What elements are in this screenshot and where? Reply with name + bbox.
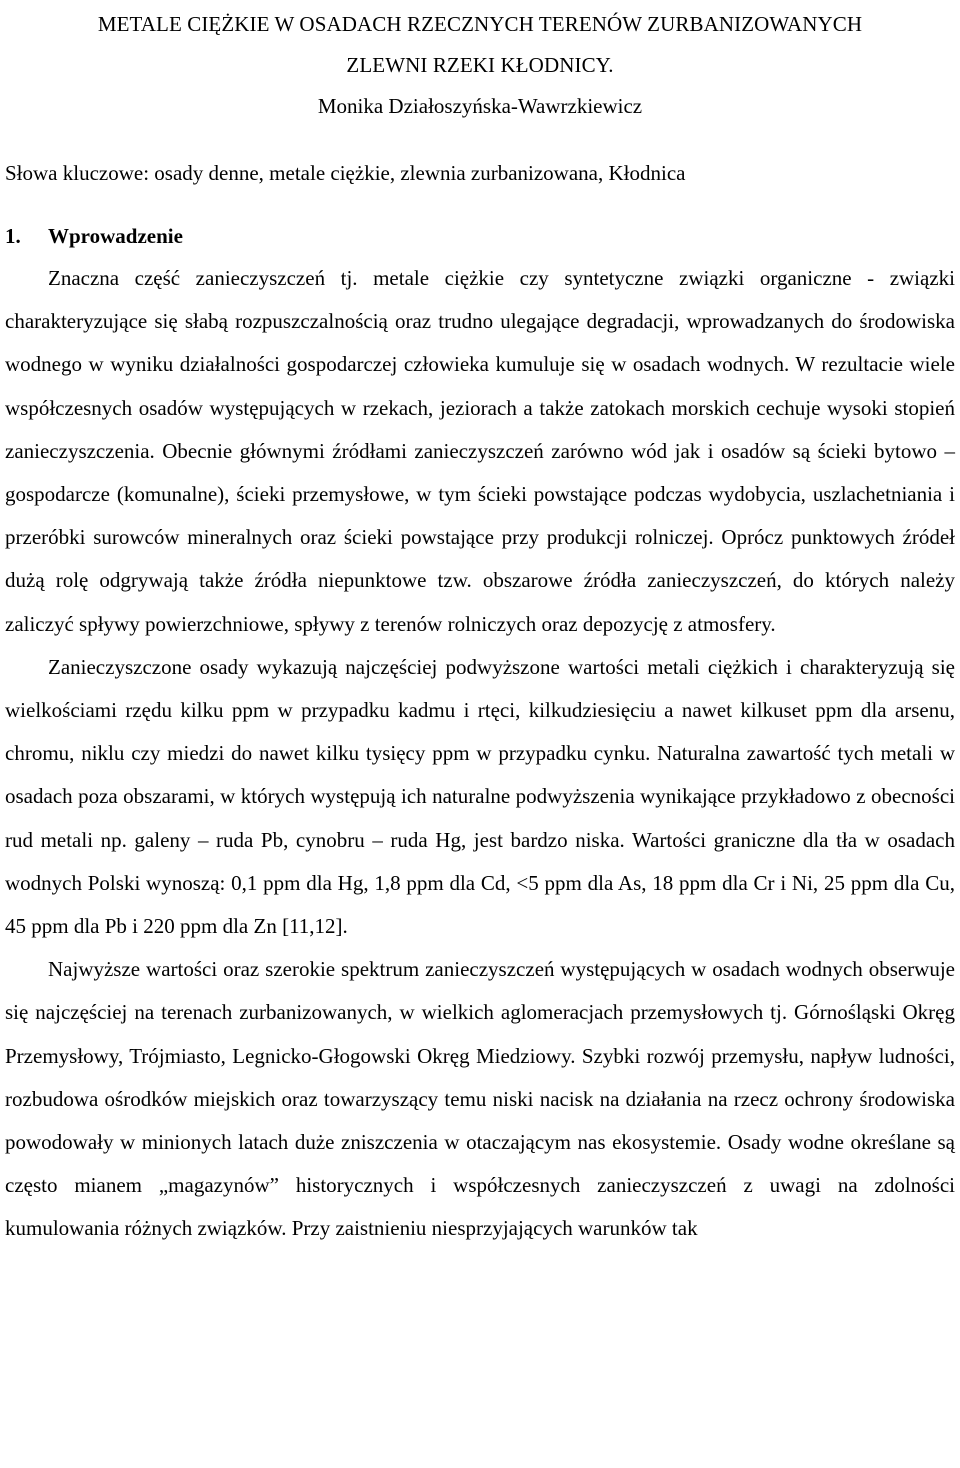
section-title: Wprowadzenie: [48, 224, 183, 248]
document-title: [5, 4, 955, 86]
paragraph-3: Najwyższe wartości oraz szerokie spektrum zanieczyszczeń występujących w osadach wodnych obserwuje się najczęściej na terenach zurbanizowanych, w wielkich aglomeracjach przemysłowych tj. Górnośląski Okręg Przemysłowy, Trójmiasto, Legnicko-Głogowski Okręg Miedziowy. Szybki rozwój przemysłu, napływ ludności, rozbudowa ośrodków miejskich oraz towarzyszący temu niski nacisk na działania na rzecz ochrony środowiska powodowały w minionych latach duże zniszczenia w otaczającym nas ekosystemie. Osady wodne określane są często mianem „magazynów” historycznych i współczesnych zanieczyszczeń z uwagi na zdolności kumulowania różnych związków. Przy zaistnieniu niesprzyjających warunków tak: [5, 957, 955, 1241]
section-number: 1.: [5, 224, 21, 248]
title-line-2: ZLEWNI RZEKI KŁODNICY.: [346, 53, 614, 77]
title-line-1: METALE CIĘŻKIE W OSADACH RZECZNYCH TERENÓW ZURBANIZOWANYCH: [97, 12, 863, 36]
author-name: Monika Działoszyńska-Wawrzkiewicz: [317, 94, 643, 118]
section-heading: [5, 216, 955, 257]
paragraph-2: Zanieczyszczone osady wykazują najczęściej podwyższone wartości metali ciężkich i charakteryzują się wielkościami rzędu kilku ppm w przypadku kadmu i rtęci, kilkudziesięciu a nawet kilkuset ppm dla arsenu, chromu, niklu czy miedzi do nawet kilku tysięcy ppm w przypadku cynku. Naturalna zawartość tych metali w osadach poza obszarami, w których występują ich naturalne podwyższenia wynikające przykładowo z obecności rud metali np. galeny – ruda Pb, cynobru – ruda Hg, jest bardzo niska. Wartości graniczne dla tła w osadach wodnych Polski wynoszą: 0,1 ppm dla Hg, 1,8 ppm dla Cd, <5 ppm dla As, 18 ppm dla Cr i Ni, 25 ppm dla Cu, 45 ppm dla Pb i 220 ppm dla Zn [11,12].: [5, 654, 955, 939]
document-page: [5, 4, 955, 1251]
paragraph-1: Znaczna część zanieczyszczeń tj. metale ciężkie czy syntetyczne związki organiczne - związki charakteryzujące się słabą rozpuszczalnością oraz trudno ulegające degradacji, wprowadzanych do środowiska wodnego w wyniku działalności gospodarczej człowieka kumuluje się w osadach wodnych. W rezultacie wiele współczesnych osadów występujących w rzekach, jeziorach a także zatokach morskich cechuje wysoki stopień zanieczyszczenia. Obecnie głównymi źródłami zanieczyszczeń zarówno wód jak i osadów są ścieki bytowo – gospodarcze (komunalne), ścieki przemysłowe, w tym ścieki powstające podczas wydobycia, uszlachetniania i przeróbki surowców mineralnych oraz ścieki powstające przy produkcji rolniczej. Oprócz punktowych źródeł dużą rolę odgrywają także źródła niepunktowe tzw. obszarowe źródła zanieczyszczeń, do których należy zaliczyć spływy powierzchniowe, spływy z terenów rolniczych oraz depozycję z atmosfery.: [5, 266, 955, 636]
keywords: Słowa kluczowe: osady denne, metale ciężkie, zlewnia zurbanizowana, Kłodnica: [5, 161, 686, 185]
